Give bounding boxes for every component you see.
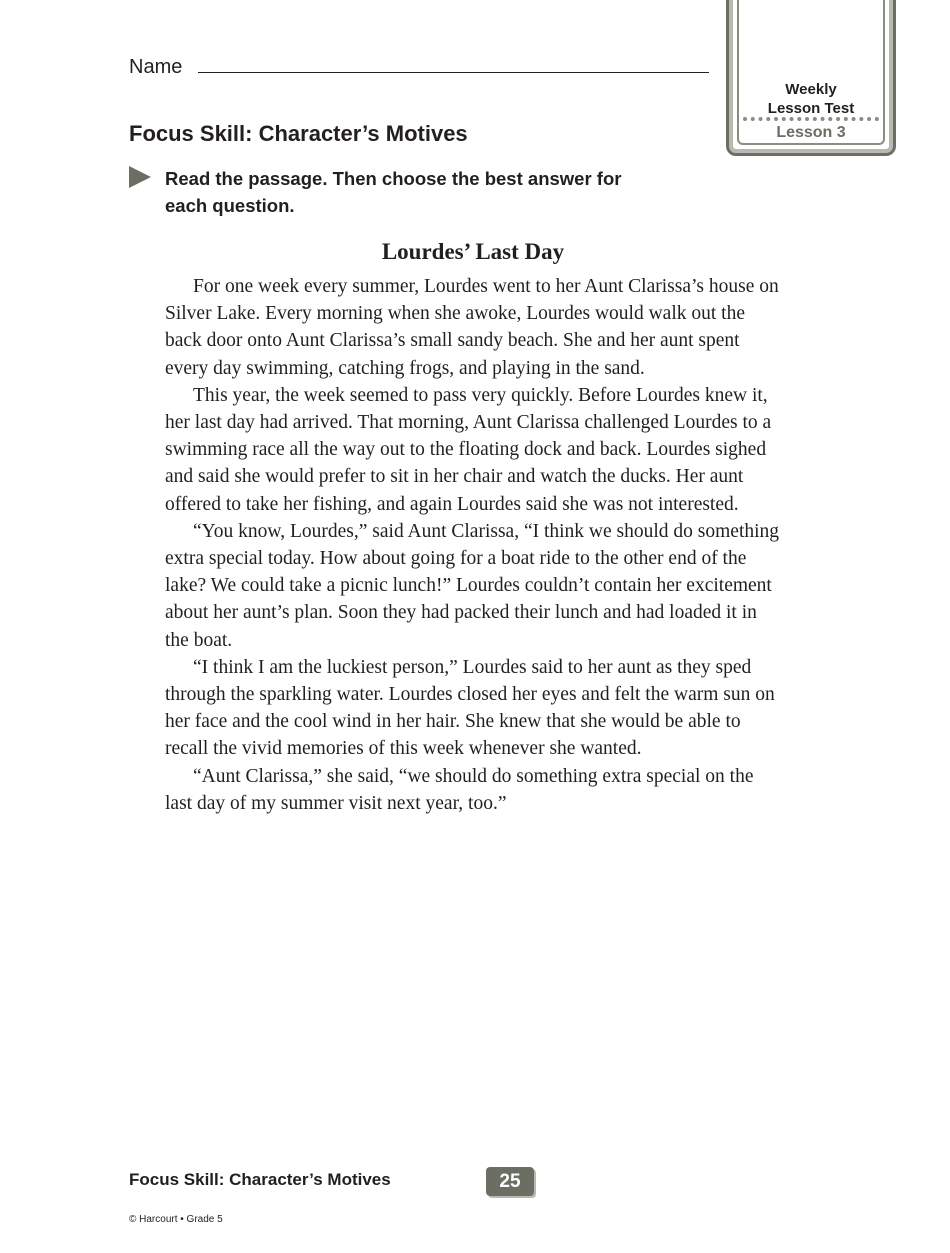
instructions-line-1: Read the passage. Then choose the best answer for [165,168,622,189]
page-number-badge: 25 [486,1167,534,1196]
passage-paragraph: “You know, Lourdes,” said Aunt Clarissa, “I think we should do something extra special today. How about going for a boat ride to the other end of the lake? We could take a picnic lunch!” Lourdes couldn’t contain her excitement about her aunt’s plan. Soon they had packed their lunch and had loaded it in the boat. [165,520,780,651]
instructions [165,165,645,219]
story-title: Lourdes’ Last Day [381,239,565,264]
tab-weekly-label: Weekly [785,81,837,98]
name-row [129,54,709,84]
lesson-tab [726,0,896,156]
tab-lesson-test-label: Lesson Test [767,100,855,117]
copyright-notice: © Harcourt • Grade 5 [129,1214,223,1225]
passage-paragraph: “I think I am the luckiest person,” Lourdes said to her aunt as they sped through the sparkling water. Lourdes closed her eyes and felt the warm sun on her face and the cool wind in her hair. She knew that she would be able to recall the vivid memories of this week whenever she wanted. [165,656,775,760]
arrow-right-icon [129,166,151,188]
passage-paragraph: For one week every summer, Lourdes went to her Aunt Clarissa’s house on Silver Lake. Every morning when she awoke, Lourdes would walk out the back door onto Aunt Clarissa’s small sandy beach. She and her aunt spent every day swimming, catching frogs, and playing in the sand. [165,276,779,379]
passage-paragraph: “Aunt Clarissa,” she said, “we should do something extra special on the last day of my summer visit next year, too.” [165,765,754,814]
tab-dotted-divider [743,117,879,121]
lesson-tab-heading [729,80,893,118]
name-input-line[interactable] [198,72,709,73]
footer-focus-skill: Focus Skill: Character’s Motives [129,1170,391,1189]
passage-paragraph: This year, the week seemed to pass very quickly. Before Lourdes knew it, her last day had arrived. That morning, Aunt Clarissa challenged Lourdes to a swimming race all the way out to the floating dock and back. Lourdes sighed and said she would prefer to sit in her chair and watch the ducks. Her aunt offered to take her fishing, and again Lourdes said she was not interested. [165,384,772,515]
name-label: Name [129,56,183,78]
tab-lesson-number: Lesson 3 [776,124,846,141]
passage [165,273,785,817]
focus-skill-title: Focus Skill: Character’s Motives [129,121,468,146]
instructions-line-2: each question. [165,195,295,216]
